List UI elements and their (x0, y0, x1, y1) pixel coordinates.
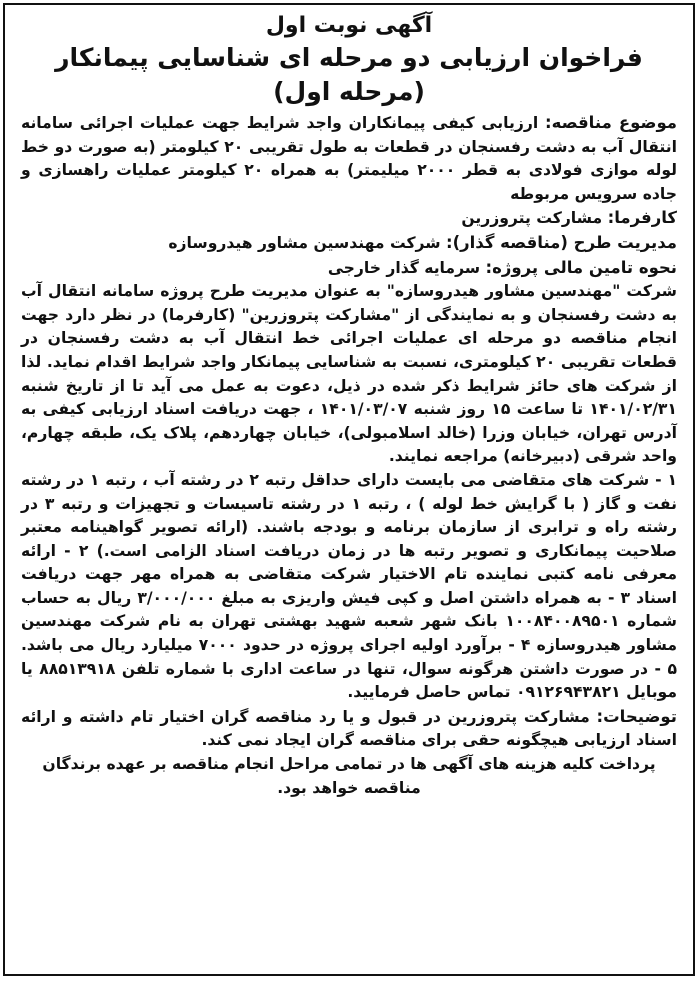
notice-content (21, 11, 677, 968)
conditions-paragraph: ۱ - شرکت های متقاضی می بایست دارای حداقل رتبه ۲ در رشته آب ، رتبه ۱ در رشته نفت و گاز ( با گرایش خط لوله ) ، رتبه ۱ در رشته تاسیسات و تجهیزات و رتبه ۳ در رشته راه و ترابری از سازمان برنامه و بودجه باشند. (ارائه تصویر گواهینامه معتبر صلاحیت پیمانکاری و تصویر رتبه ها در زمان دریافت اسناد الزامی است.) ۲ - ارائه معرفی نامه کتبی نماینده تام الاختیار شرکت متقاضی به همراه مهر جهت دریافت اسناد ۳ - به همراه داشتن اصل و کپی فیش واریزی به مبلغ ۳/۰۰۰/۰۰۰ ریال به حساب شماره ۱۰۰۸۴۰۰۸۹۵۰۱ بانک شهر شعبه شهید بهشتی تهران به نام شرکت مهندسین مشاور هیدروسازه ۴ - برآورد اولیه اجرای پروژه در حدود ۷۰۰۰ میلیارد ریال می باشد. ۵ - در صورت داشتن هرگونه سوال، تنها در ساعت اداری با شماره تلفن ۸۸۵۱۳۹۱۸ یا موبایل ۰۹۱۲۶۹۴۳۸۲۱ تماس حاصل فرمایید. (21, 470, 677, 702)
manager-text: شرکت مهندسین مشاور هیدروسازه (168, 233, 441, 252)
manager-paragraph (21, 231, 677, 256)
notice-title: فراخوان ارزیابی دو مرحله ای شناسایی پیمانکار (مرحله اول) (55, 43, 643, 106)
subject-text: ارزیابی کیفی پیمانکاران واجد شرایط جهت عملیات اجرائی سامانه انتقال آب به دشت رفسنجان در قطعات به طول تقریبی ۲۰ کیلومتر (به صورت دو خط لوله موازی فولادی به قطر ۲۰۰۰ میلیمتر) به همراه ۲۰ کیلومتر عملیات راهسازی و جاده سرویس مربوطه (21, 114, 677, 203)
manager-label: مدیریت طرح (مناقصه گذار): (446, 232, 677, 252)
employer-label: کارفرما: (607, 208, 677, 228)
finance-label: نحوه تامین مالی پروژه: (485, 257, 677, 277)
finance-paragraph (21, 256, 677, 281)
notes-text: مشارکت پتروزرین در قبول و یا رد مناقصه گران اختیار تام داشته و ارائه اسناد ارزیابی هیچگونه حقی برای مناقصه گران ایجاد نمی کند. (21, 707, 677, 750)
subject-label: موضوع مناقصه: (544, 113, 678, 132)
subject-paragraph (21, 111, 677, 206)
notes-label: توضیحات: (596, 706, 677, 726)
employer-text: مشارکت پتروزرین (461, 209, 603, 228)
notice-heading: آگهی نوبت اول (265, 13, 433, 38)
employer-paragraph (21, 206, 677, 231)
body-paragraph: شرکت "مهندسین مشاور هیدروسازه" به عنوان مدیریت طرح پروژه سامانه انتقال آب به دشت رفسنجان و به نمایندگی از "مشارکت پتروزرین" (کارفرما) در نظر دارد جهت انجام مناقصه دو مرحله ای عملیات اجرائی خط انتقال آب به دشت رفسنجان در قطعات تقریبی ۲۰ کیلومتری، نسبت به شناسایی پیمانکار واجد شرایط اقدام نماید. لذا از شرکت های حائز شرایط ذکر شده در ذیل، دعوت به عمل می آید تا از تاریخ شنبه ۱۴۰۱/۰۲/۳۱ تا ساعت ۱۵ روز شنبه ۱۴۰۱/۰۳/۰۷ ، جهت دریافت اسناد ارزیابی کیفی به آدرس تهران، خیابان وزرا (خالد اسلامبولی)، خیابان چهاردهم، پلاک یک، طبقه چهارم، واحد شرقی (دبیرخانه) مراجعه نمایند. (21, 282, 677, 466)
notes-paragraph (21, 705, 677, 753)
finance-text: سرمایه گذار خارجی (327, 258, 481, 277)
notice-frame (3, 3, 695, 976)
final-paragraph: پرداخت کلیه هزینه های آگهی ها در تمامی مراحل انجام مناقصه بر عهده برندگان مناقصه خواهد بود. (42, 755, 656, 797)
